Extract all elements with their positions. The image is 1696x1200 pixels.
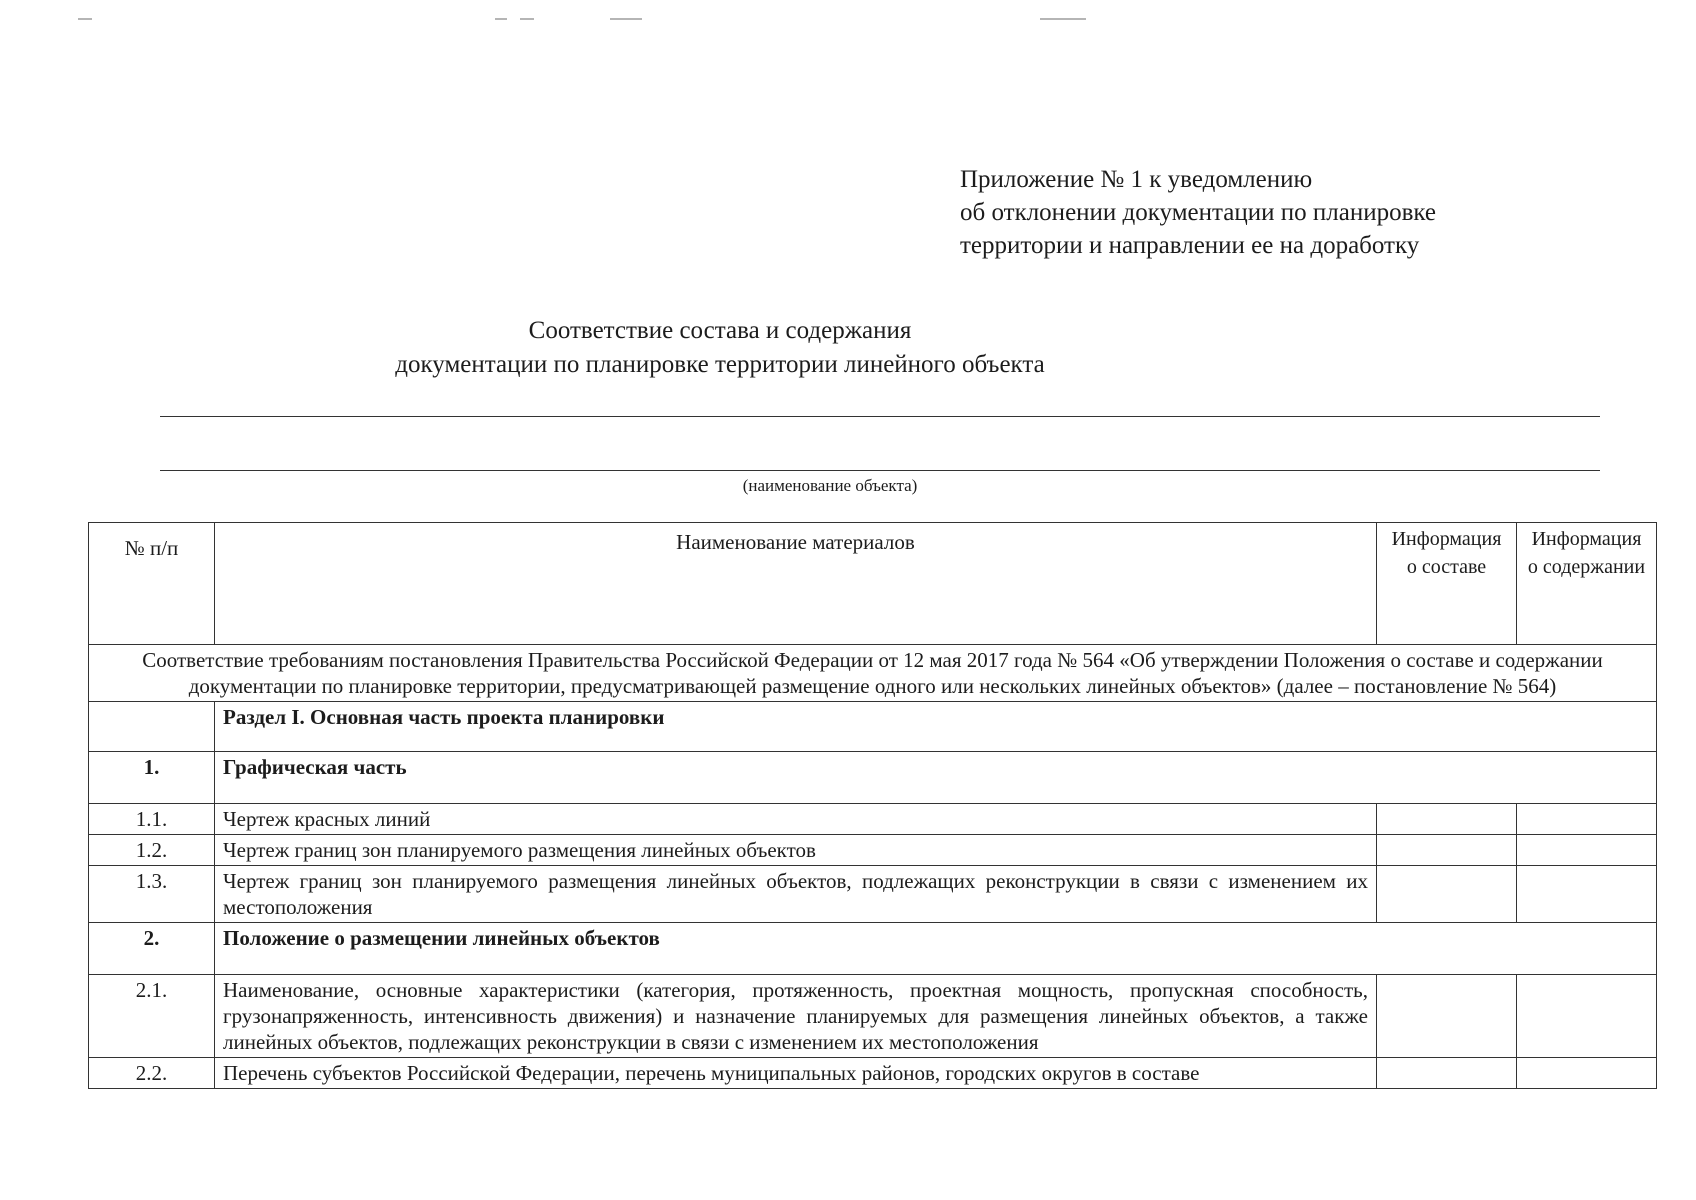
- table-row: [89, 975, 1657, 1058]
- annex-line: об отклонении документации по планировке: [960, 199, 1437, 226]
- title-line: Соответствие состава и содержания: [528, 317, 912, 344]
- requirement-row: [89, 645, 1657, 702]
- row-num: 2.: [89, 923, 215, 975]
- materials-table: [88, 522, 1657, 1089]
- requirement-text: Соответствие требованиям постановления Правительства Российской Федерации от 12 мая 2017 года № 564 «Об утверждении Положения о составе и содержании документации по планировке территории, предусматривающей размещение одного или нескольких линейных объектов» (далее – постановление № 564): [89, 645, 1657, 702]
- header-content: Информация о содержании: [1517, 523, 1657, 645]
- row-num: 2.1.: [89, 975, 215, 1058]
- row-num: 1.1.: [89, 804, 215, 835]
- section-title: Раздел I. Основная часть проекта планировки: [215, 702, 1657, 752]
- row-num: 1.3.: [89, 866, 215, 923]
- row-name: Наименование, основные характеристики (категория, протяженность, проектная мощность, пропускная способность, грузонапряженность, интенсивность движения) и назначение планируемых для размещения линейных объектов, а также линейных объектов, подлежащих реконструкции в связи с изменением их местоположения: [215, 975, 1377, 1058]
- scan-mark: [495, 18, 507, 20]
- table-row: [89, 866, 1657, 923]
- header-name: Наименование материалов: [215, 523, 1377, 645]
- content-cell: [1517, 975, 1657, 1058]
- composition-cell: [1377, 1058, 1517, 1089]
- row-num: 1.2.: [89, 835, 215, 866]
- content-cell: [1517, 804, 1657, 835]
- title-line: документации по планировке территории линейного объекта: [395, 351, 1045, 378]
- object-name-line: [160, 470, 1600, 471]
- composition-cell: [1377, 804, 1517, 835]
- table-row: [89, 923, 1657, 975]
- content-cell: [1517, 866, 1657, 923]
- scan-mark: [610, 18, 642, 20]
- table-row: [89, 1058, 1657, 1089]
- table-header-row: [89, 523, 1657, 645]
- object-name-line: [160, 416, 1600, 417]
- annex-line: Приложение № 1 к уведомлению: [960, 166, 1313, 193]
- scan-mark: [1040, 18, 1086, 20]
- composition-cell: [1377, 866, 1517, 923]
- object-name-caption: (наименование объекта): [742, 476, 918, 495]
- table-row: [89, 835, 1657, 866]
- row-name: Чертеж красных линий: [215, 804, 1377, 835]
- row-name: Чертеж границ зон планируемого размещения линейных объектов, подлежащих реконструкции в связи с изменением их местоположения: [215, 866, 1377, 923]
- table-cell: [89, 702, 215, 752]
- row-num: 1.: [89, 752, 215, 804]
- annex-reference: [960, 163, 1600, 262]
- composition-cell: [1377, 835, 1517, 866]
- header-num: № п/п: [89, 523, 215, 645]
- header-composition: Информация о составе: [1377, 523, 1517, 645]
- content-cell: [1517, 1058, 1657, 1089]
- content-cell: [1517, 835, 1657, 866]
- composition-cell: [1377, 975, 1517, 1058]
- document-title: [340, 314, 1100, 382]
- scan-mark: [78, 18, 92, 20]
- row-name: Графическая часть: [215, 752, 1657, 804]
- section-row: [89, 702, 1657, 752]
- table-row: [89, 752, 1657, 804]
- row-name: Перечень субъектов Российской Федерации, перечень муниципальных районов, городских округов в составе: [215, 1058, 1377, 1089]
- table-row: [89, 804, 1657, 835]
- row-name: Положение о размещении линейных объектов: [215, 923, 1657, 975]
- annex-line: территории и направлении ее на доработку: [960, 232, 1420, 259]
- scan-mark: [520, 18, 534, 20]
- row-name: Чертеж границ зон планируемого размещения линейных объектов: [215, 835, 1377, 866]
- row-num: 2.2.: [89, 1058, 215, 1089]
